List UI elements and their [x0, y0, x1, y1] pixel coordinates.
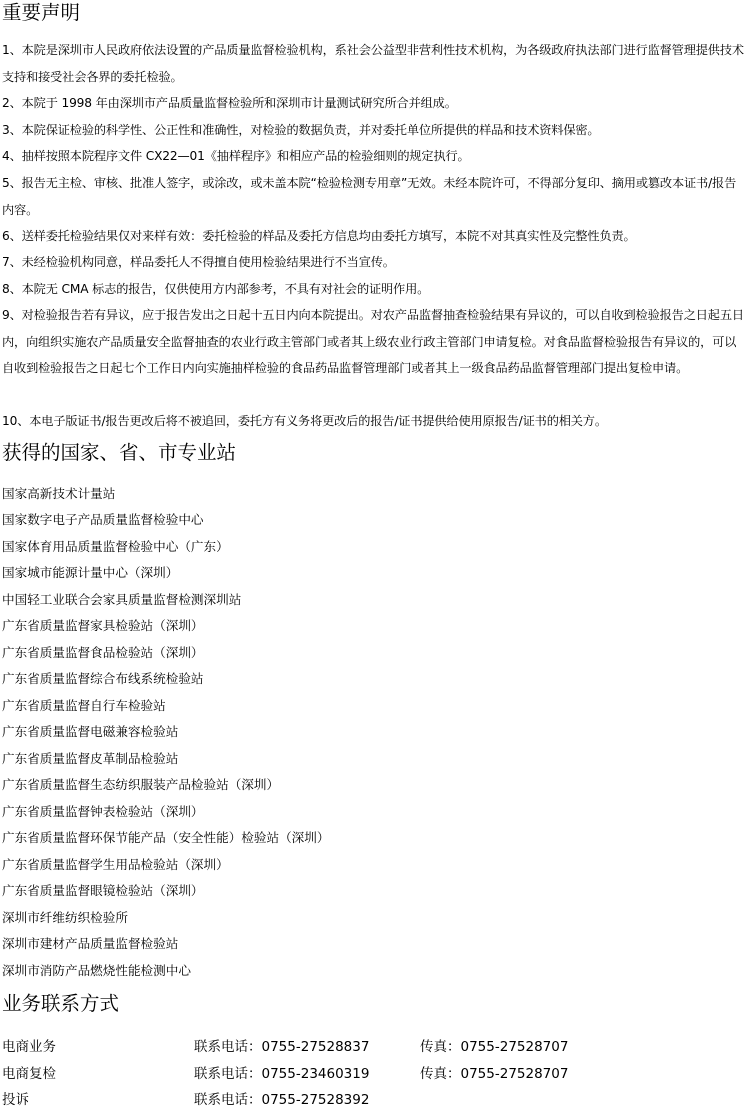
- station-item: 广东省质量监督家具检验站（深圳）: [2, 618, 204, 633]
- phone-number: 0755-23460319: [261, 1066, 370, 1082]
- station-item: 深圳市纤维纺织检验所: [2, 910, 128, 925]
- notice-item-10: 10、本电子版证书/报告更改后将不被追回，委托方有义务将更改后的报告/证书提供给使用原报告/证书的相关方。: [2, 414, 607, 428]
- contact-name: 电商业务: [2, 1039, 56, 1055]
- phone-label: 联系电话：: [194, 1039, 262, 1055]
- station-item: 广东省质量监督眼镜检验站（深圳）: [2, 883, 204, 898]
- station-item: 广东省质量监督综合布线系统检验站: [2, 671, 204, 686]
- station-item: 广东省质量监督学生用品检验站（深圳）: [2, 857, 229, 872]
- fax-label: 传真：: [420, 1066, 461, 1082]
- station-item: 广东省质量监督电磁兼容检验站: [2, 724, 179, 739]
- station-item: 国家体育用品质量监督检验中心（广东）: [2, 539, 229, 554]
- notice-item-5: 5、报告无主检、审核、批准人签字，或涂改，或未盖本院“检验检测专用章”无效。未经本院许可，不得部分复印、摘用或篡改本证书/报告内容。: [2, 176, 737, 217]
- notice-item-1: 1、本院是深圳市人民政府依法设置的产品质量监督检验机构，系社会公益型非营利性技术机构，为各级政府执法部门进行监督管理提供技术支持和接受社会各界的委托检验。: [2, 43, 744, 84]
- notice-item-8: 8、本院无 CMA 标志的报告，仅供使用方内部参考，不具有对社会的证明作用。: [2, 282, 430, 296]
- notice-item-9: 9、对检验报告若有异议，应于报告发出之日起十五日内向本院提出。对农产品监督抽查检验结果有异议的，可以自收到检验报告之日起五日内，向组织实施农产品质量安全监督抽查的农业行政主管部门或者其上级农业行政主管部门申请复检。对食品监督检验报告有异议的，可以自收到检验报告之日起七个工作日内向实施抽样检验的食品药品监督管理部门或者其上一级食品药品监督管理部门提出复检申请。: [2, 308, 744, 375]
- contact-phone: [194, 1091, 369, 1109]
- contact-name: 电商复检: [2, 1066, 56, 1082]
- notice-item-6: 6、送样委托检验结果仅对来样有效：委托检验的样品及委托方信息均由委托方填写，本院不对其真实性及完整性负责。: [2, 229, 636, 243]
- contact-fax: [420, 1038, 568, 1056]
- contact-name: 投诉: [2, 1092, 29, 1108]
- notice-item-3: 3、本院保证检验的科学性、公正性和准确性，对检验的数据负责，并对委托单位所提供的样品和技术资料保密。: [2, 123, 600, 137]
- notice-item-7: 7、未经检验机构同意，样品委托人不得擅自使用检验结果进行不当宣传。: [2, 255, 395, 269]
- station-item: 广东省质量监督钟表检验站（深圳）: [2, 804, 204, 819]
- fax-number: 0755-27528707: [460, 1066, 569, 1082]
- station-item: 广东省质量监督环保节能产品（安全性能）检验站（深圳）: [2, 830, 330, 845]
- notice-item-4: 4、抽样按照本院程序文件 CX22—01《抽样程序》和相应产品的检验细则的规定执行。: [2, 149, 470, 163]
- station-item: 深圳市消防产品燃烧性能检测中心: [2, 963, 191, 978]
- phone-label: 联系电话：: [194, 1092, 262, 1108]
- notice-heading: 重要声明: [2, 1, 81, 24]
- station-item: 中国轻工业联合会家具质量监督检测深圳站: [2, 592, 242, 607]
- stations-heading: 获得的国家、省、市专业站: [2, 441, 237, 464]
- contact-heading: 业务联系方式: [2, 992, 120, 1015]
- station-item: 国家数字电子产品质量监督检验中心: [2, 512, 204, 527]
- notice-item-2: 2、本院于 1998 年由深圳市产品质量监督检验所和深圳市计量测试研究所合并组成。: [2, 96, 457, 110]
- contact-fax: [420, 1065, 568, 1083]
- station-item: 国家城市能源计量中心（深圳）: [2, 565, 179, 580]
- contact-phone: [194, 1065, 369, 1083]
- station-item: 深圳市建材产品质量监督检验站: [2, 936, 179, 951]
- station-item: 广东省质量监督生态纺织服装产品检验站（深圳）: [2, 777, 280, 792]
- station-item: 广东省质量监督食品检验站（深圳）: [2, 645, 204, 660]
- phone-number: 0755-27528837: [261, 1039, 370, 1055]
- fax-label: 传真：: [420, 1039, 461, 1055]
- fax-number: 0755-27528707: [460, 1039, 569, 1055]
- phone-label: 联系电话：: [194, 1066, 262, 1082]
- contact-phone: [194, 1038, 369, 1056]
- phone-number: 0755-27528392: [261, 1092, 370, 1108]
- station-item: 广东省质量监督自行车检验站: [2, 698, 166, 713]
- station-item: 广东省质量监督皮革制品检验站: [2, 751, 179, 766]
- station-item: 国家高新技术计量站: [2, 486, 116, 501]
